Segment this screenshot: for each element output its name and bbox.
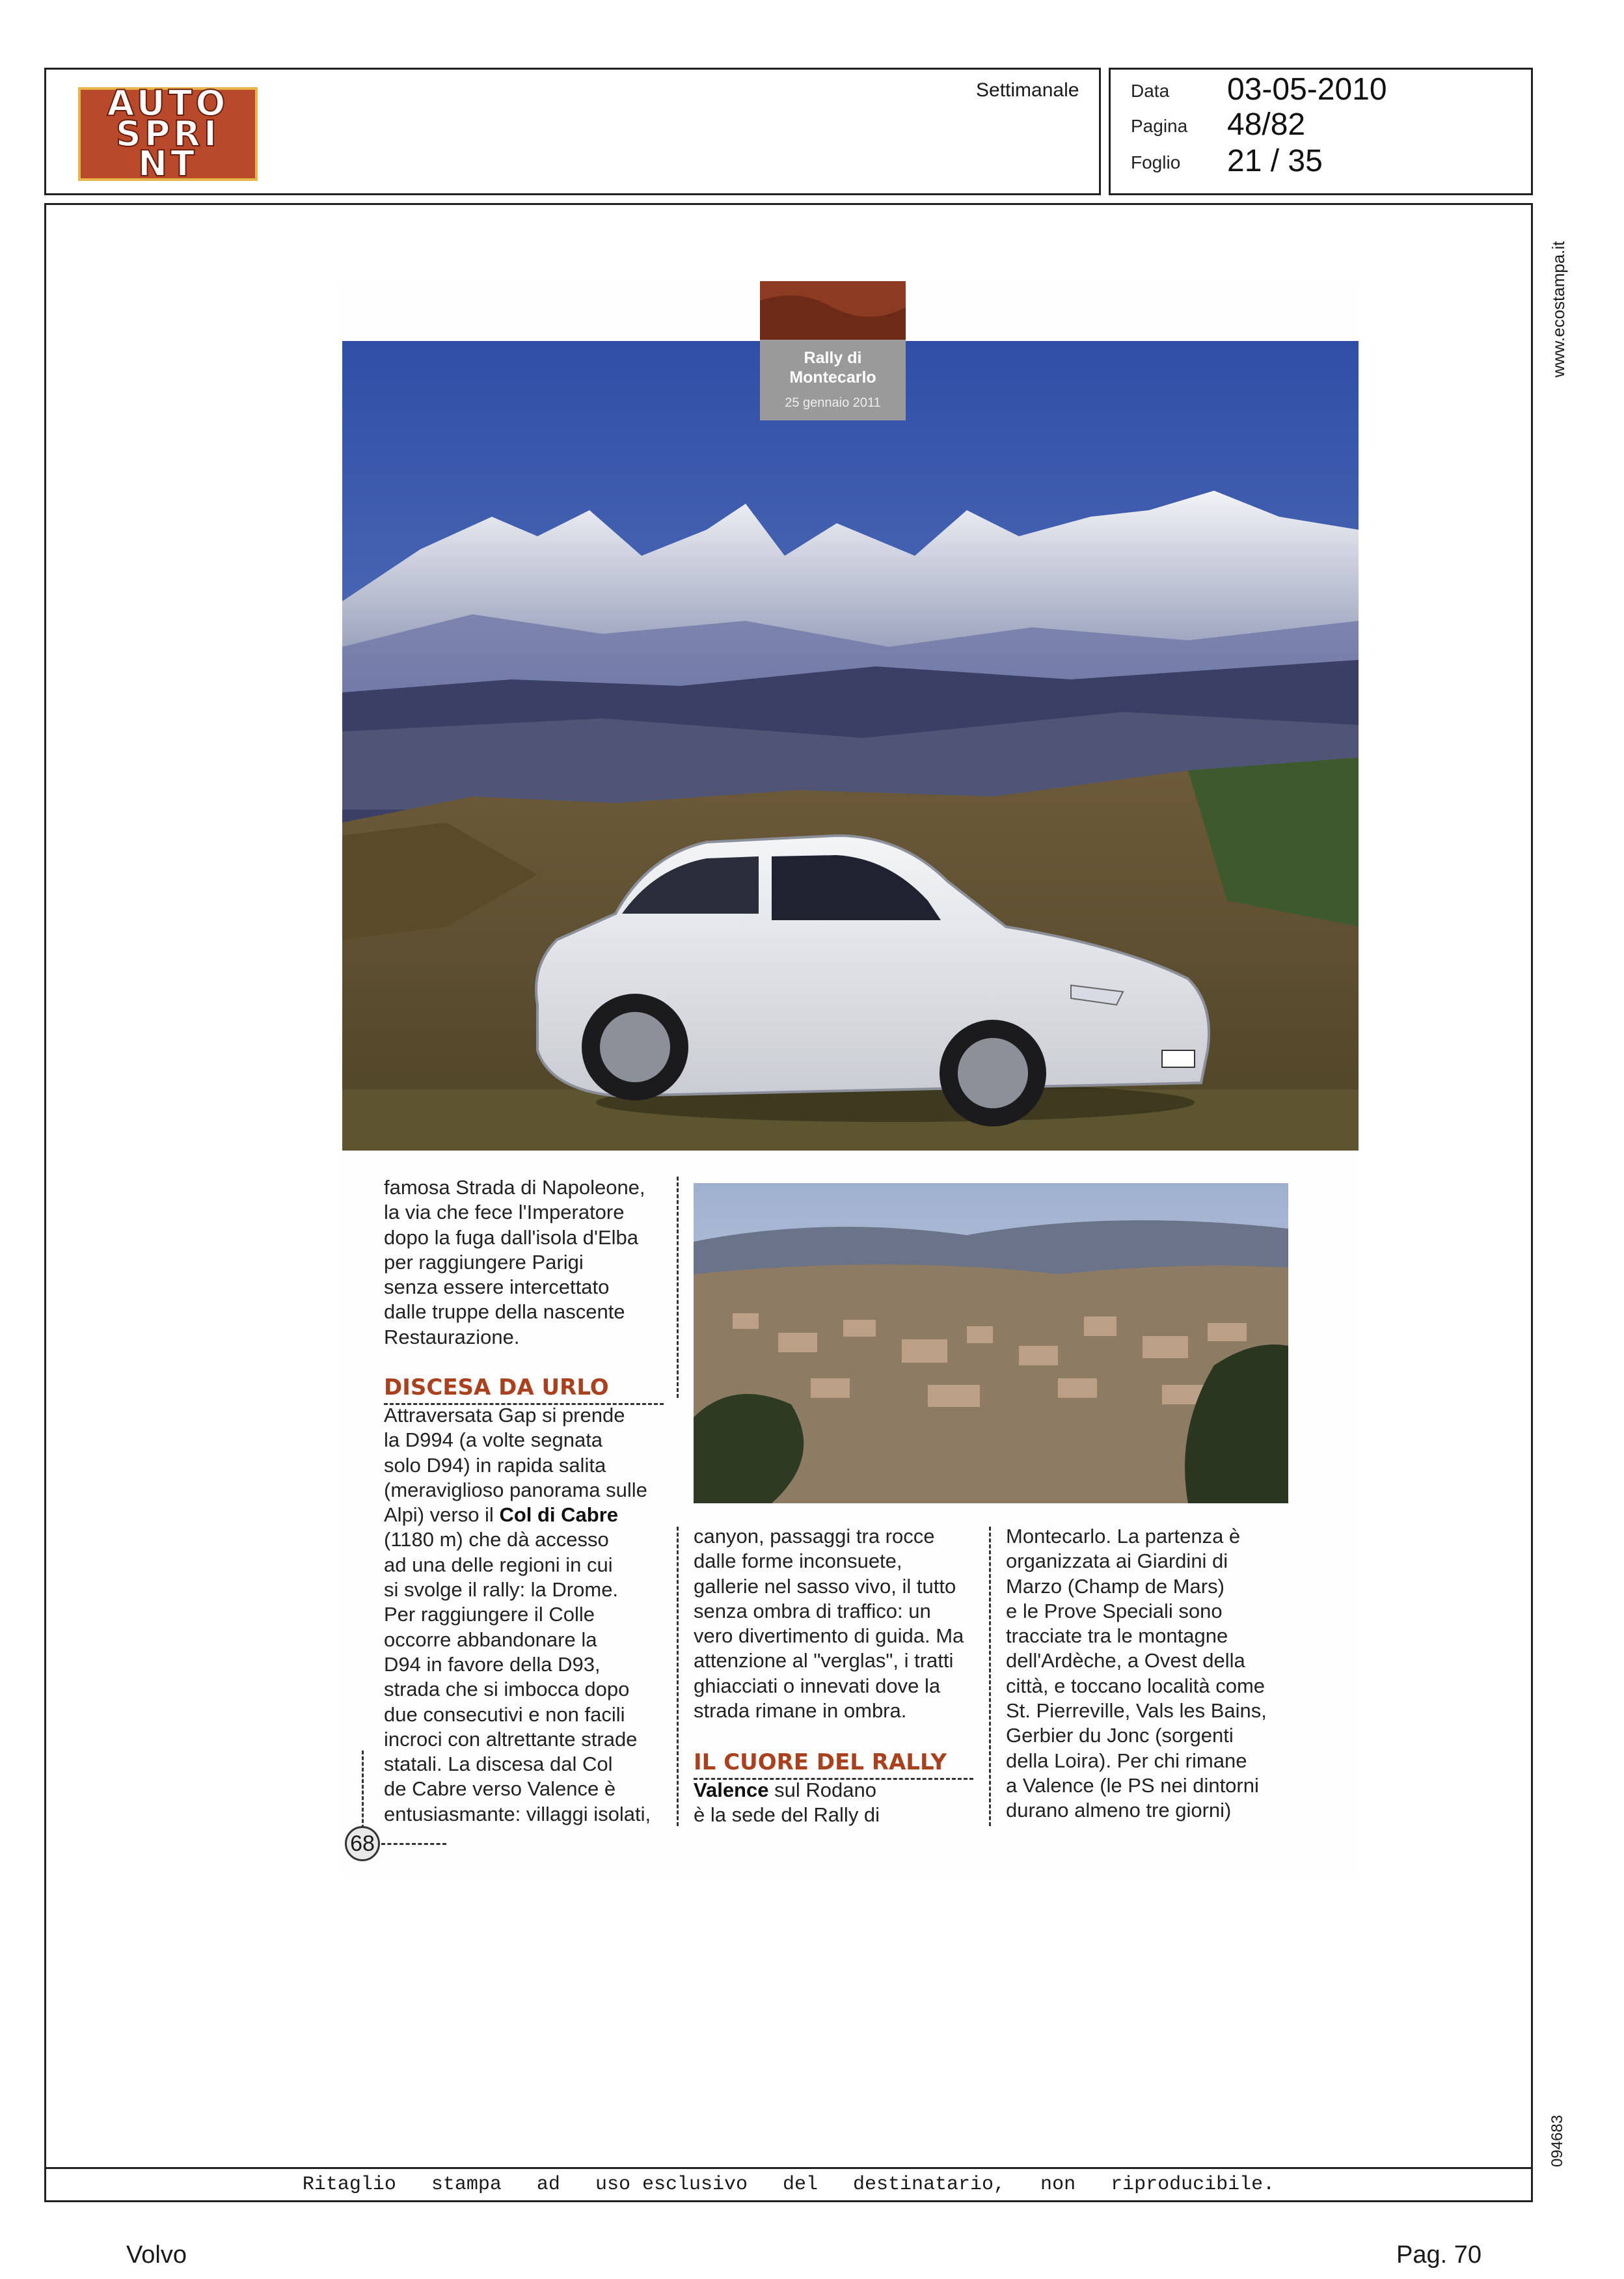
valence-photo bbox=[694, 1183, 1288, 1503]
text-line: solo D94) in rapida salita bbox=[384, 1453, 606, 1477]
text-line: Gerbier du Jonc (sorgenti bbox=[1006, 1724, 1234, 1747]
text-line: strada che si imbocca dopo bbox=[384, 1678, 630, 1701]
main-photo bbox=[342, 341, 1359, 1151]
logo-line-3: NT bbox=[137, 143, 198, 185]
text-line: Marzo (Champ de Mars) bbox=[1006, 1574, 1225, 1598]
heading-discesa: DISCESA DA URLO bbox=[384, 1374, 609, 1400]
text-line: Per raggiungere il Colle bbox=[384, 1603, 595, 1626]
column-1-body bbox=[384, 1403, 664, 1827]
text-line: Montecarlo. La partenza è bbox=[1006, 1525, 1241, 1548]
text-line: ghiacciati o innevati dove la bbox=[694, 1674, 941, 1697]
column-separator bbox=[362, 1751, 364, 1829]
text-line: dell'Ardèche, a Ovest della bbox=[1006, 1649, 1245, 1672]
text-line bbox=[384, 1503, 664, 1527]
text-line: D94 in favore della D93, bbox=[384, 1652, 601, 1676]
text-line: occorre abbandonare la bbox=[384, 1628, 597, 1651]
tag-title-1: Rally di bbox=[804, 349, 862, 367]
text-span: Alpi) verso il bbox=[384, 1503, 500, 1527]
page-number-rule bbox=[381, 1843, 446, 1845]
text-line: (1180 m) che dà accesso bbox=[384, 1528, 609, 1551]
text-line: della Loira). Per chi rimane bbox=[1006, 1749, 1247, 1772]
column-1-top bbox=[384, 1175, 664, 1350]
text-line: famosa Strada di Napoleone, bbox=[384, 1176, 645, 1199]
page-number: 68 bbox=[345, 1826, 380, 1861]
text-line: vero divertimento di guida. Ma bbox=[694, 1624, 964, 1648]
footer-rule bbox=[44, 2167, 1533, 2169]
text-line: (meraviglioso panorama sulle bbox=[384, 1478, 647, 1501]
text-line: dalle truppe della nascente bbox=[384, 1300, 625, 1324]
text-line: è la sede del Rally di bbox=[694, 1803, 880, 1827]
foglio-value: 21 / 35 bbox=[1227, 144, 1323, 178]
text-line: strada rimane in ombra. bbox=[694, 1699, 907, 1723]
text-line: attenzione al "verglas", i tratti bbox=[694, 1649, 954, 1672]
text-line: de Cabre verso Valence è bbox=[384, 1777, 616, 1801]
text-line: e le Prove Speciali sono bbox=[1006, 1599, 1223, 1622]
bold-text: Col di Cabre bbox=[499, 1503, 619, 1527]
text-line: tracciate tra le montagne bbox=[1006, 1624, 1228, 1648]
pagina-label: Pagina bbox=[1131, 116, 1188, 136]
frequency-label: Settimanale bbox=[976, 79, 1079, 101]
side-code: 094683 bbox=[1549, 2114, 1566, 2167]
text-span: sul Rodano bbox=[768, 1779, 876, 1801]
text-line: dalle forme inconsuete, bbox=[694, 1549, 902, 1573]
text-line: incroci con altrettante strade bbox=[384, 1727, 638, 1751]
text-line: la via che fece l'Imperatore bbox=[384, 1201, 625, 1224]
text-line: città, e toccano località come bbox=[1006, 1674, 1265, 1697]
text-line: organizzata ai Giardini di bbox=[1006, 1549, 1228, 1573]
logo-line-2: SPRI bbox=[115, 113, 221, 154]
data-value: 03-05-2010 bbox=[1227, 72, 1387, 107]
side-url: www.ecostampa.it bbox=[1549, 241, 1568, 377]
column-separator bbox=[989, 1527, 991, 1826]
text-line: statali. La discesa dal Col bbox=[384, 1753, 613, 1776]
text-line: dopo la fuga dall'isola d'Elba bbox=[384, 1225, 639, 1249]
text-line: St. Pierreville, Vals les Bains, bbox=[1006, 1699, 1267, 1723]
text-line: gallerie nel sasso vivo, il tutto bbox=[694, 1574, 956, 1598]
text-line: Attraversata Gap si prende bbox=[384, 1404, 625, 1426]
column-2-body bbox=[694, 1778, 980, 1828]
text-line: si svolge il rally: la Drome. bbox=[384, 1578, 619, 1602]
heading-cuore: IL CUORE DEL RALLY bbox=[694, 1749, 947, 1775]
text-line: entusiasmante: villaggi isolati, bbox=[384, 1802, 651, 1825]
logo-line-1: AUTO bbox=[107, 83, 229, 124]
data-label: Data bbox=[1131, 81, 1170, 101]
car-mountain-illustration bbox=[342, 341, 1359, 1151]
clipping-notice: Ritaglio stampa ad uso esclusivo del destinatario, non riproducibile. bbox=[302, 2174, 1275, 2196]
foglio-label: Foglio bbox=[1131, 152, 1181, 172]
text-line: a Valence (le PS nei dintorni bbox=[1006, 1773, 1259, 1797]
autosprint-logo bbox=[78, 83, 258, 185]
text-line: canyon, passaggi tra rocce bbox=[694, 1525, 935, 1548]
text-line: la D994 (a volte segnata bbox=[384, 1428, 603, 1452]
column-separator bbox=[677, 1177, 679, 1398]
text-line: durano almeno tre giorni) bbox=[1006, 1799, 1232, 1822]
bold-text: Valence bbox=[694, 1779, 769, 1801]
column-separator bbox=[677, 1527, 679, 1826]
text-line: senza essere intercettato bbox=[384, 1276, 610, 1299]
text-line: due consecutivi e non facili bbox=[384, 1702, 625, 1726]
column-2-top bbox=[694, 1524, 980, 1723]
text-line: per raggiungere Parigi bbox=[384, 1250, 584, 1274]
pagina-value: 48/82 bbox=[1227, 107, 1306, 142]
text-line: Restaurazione. bbox=[384, 1325, 520, 1348]
text-line: ad una delle regioni in cui bbox=[384, 1553, 613, 1576]
text-line bbox=[694, 1778, 980, 1803]
text-line: senza ombra di traffico: un bbox=[694, 1599, 931, 1622]
column-3 bbox=[1006, 1524, 1305, 1823]
tag-title-2: Montecarlo bbox=[789, 368, 876, 387]
tag-date: 25 gennaio 2011 bbox=[785, 396, 881, 410]
town-illustration bbox=[694, 1183, 1288, 1503]
footer-brand: Volvo bbox=[126, 2241, 187, 2269]
footer-page: Pag. 70 bbox=[1396, 2241, 1482, 2269]
